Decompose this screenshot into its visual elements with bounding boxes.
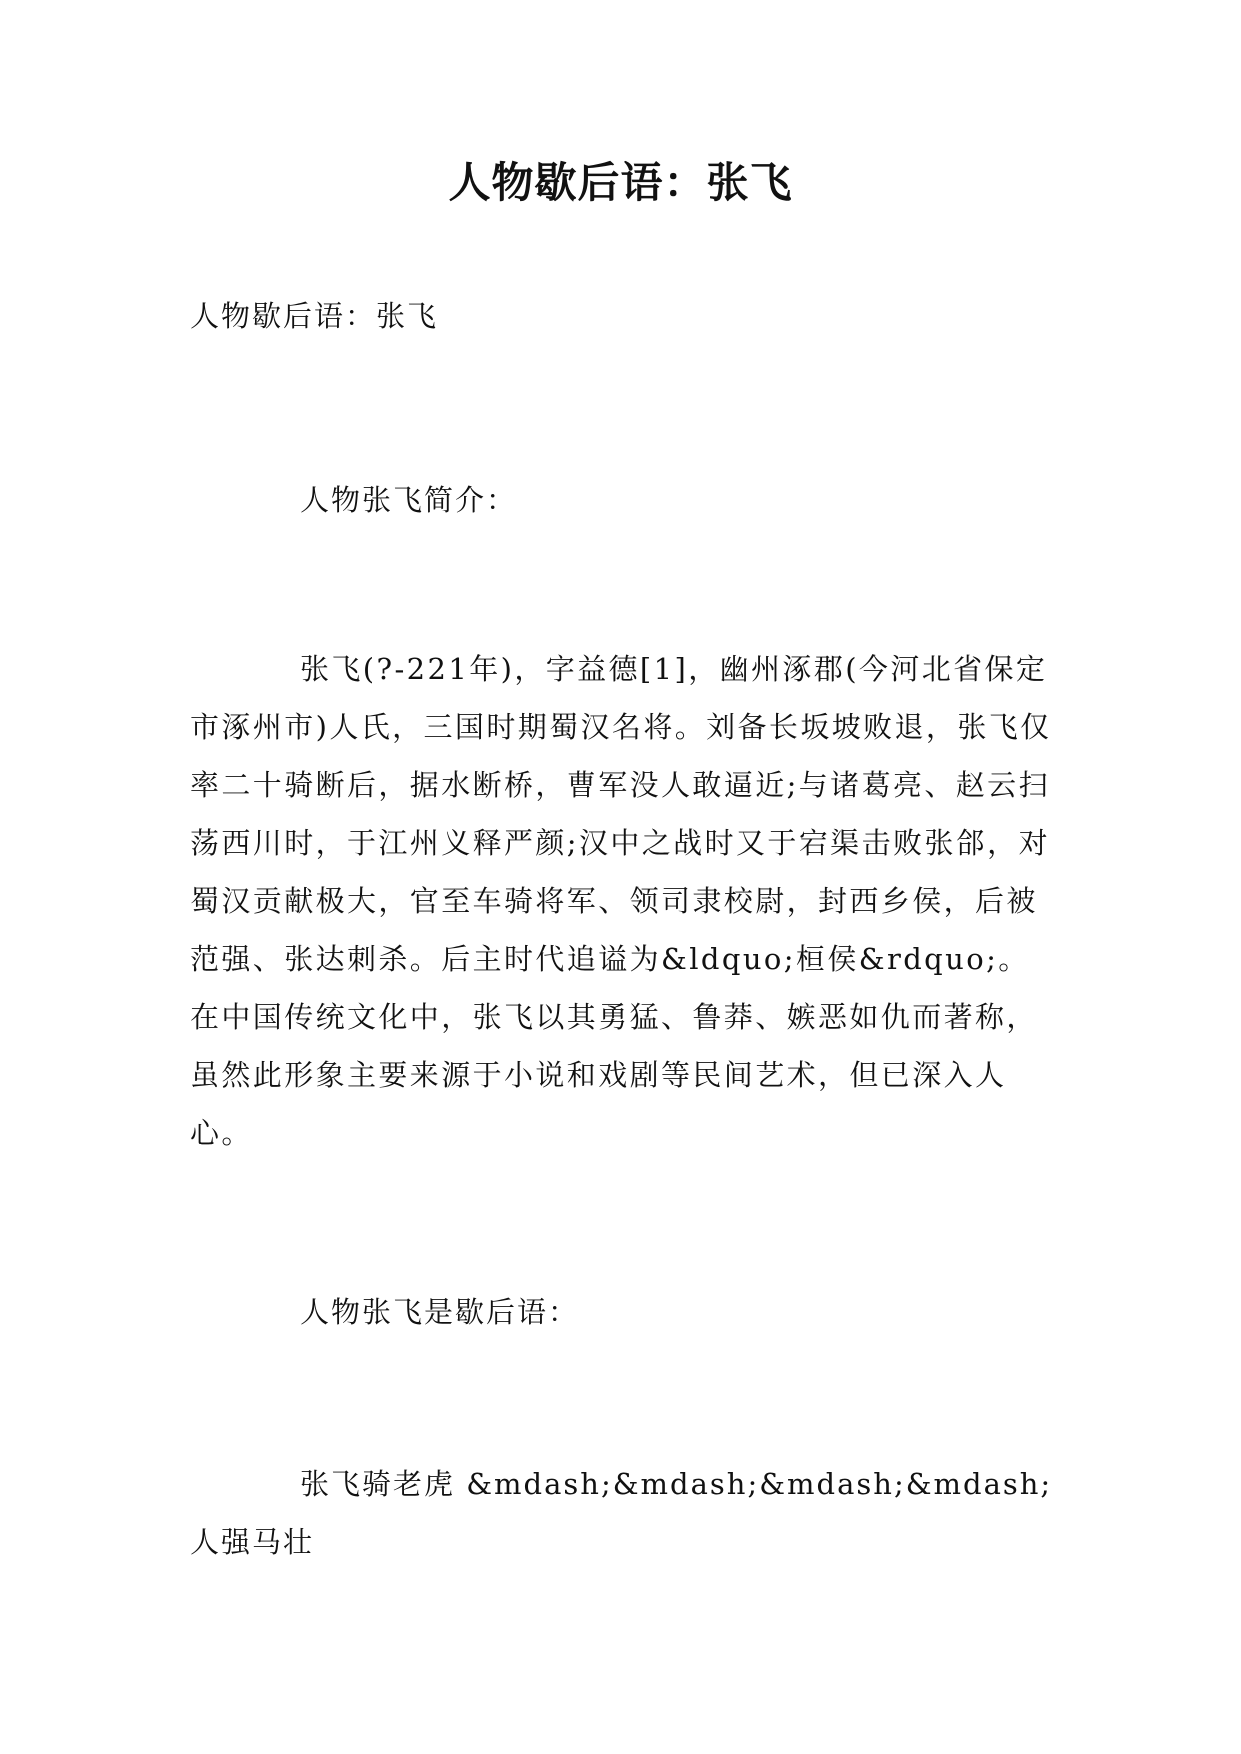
- document-subtitle: 人物歇后语：张飞: [190, 299, 439, 333]
- xiehouyu-heading: 人物张飞是歇后语：: [300, 1295, 580, 1329]
- intro-heading: 人物张飞简介：: [300, 483, 518, 517]
- intro-paragraph: 张飞(?-221年)，字益德[1]，幽州涿郡(今河北省保定市涿州市)人氏，三国时期蜀汉名将。刘备长坂坡败退，张飞仅率二十骑断后，据水断桥，曹军没人敢逼近;与诸葛亮、赵云扫荡西川时，于江州义释严颜;汉中之战时又于宕渠击败张郃，对蜀汉贡献极大，官至车骑将军、领司隶校尉，封西乡侯，后被范强、张达刺杀。后主时代追谥为&ldquo;桓侯&rdquo;。在中国传统文化中，张飞以其勇猛、鲁莽、嫉恶如仇而著称，虽然此形象主要来源于小说和戏剧等民间艺术，但已深入人心。: [190, 652, 1052, 1150]
- document-title: 人物歇后语：张飞: [448, 158, 793, 207]
- xiehouyu-item: 张飞骑老虎 &mdash;&mdash;&mdash;&mdash; 人强马壮: [190, 1467, 1053, 1559]
